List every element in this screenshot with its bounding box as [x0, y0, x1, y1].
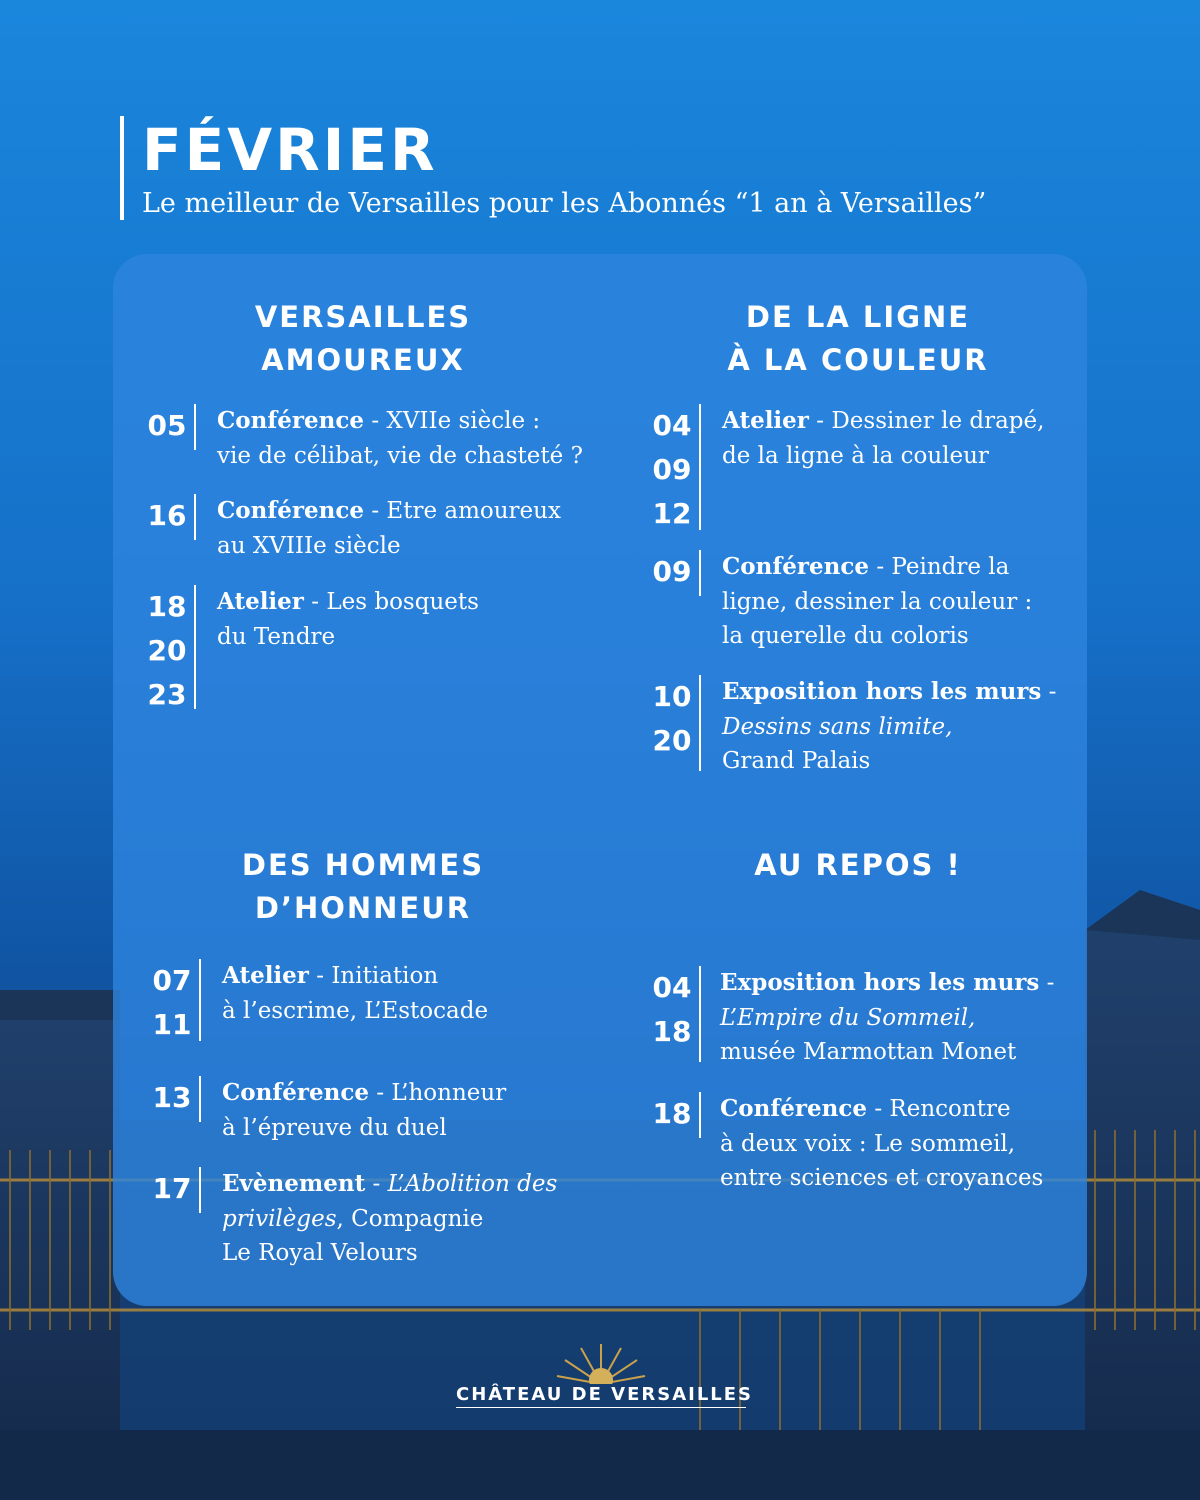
event-item: [148, 1076, 608, 1156]
section-title: AU REPOS !: [754, 848, 962, 882]
event-dates: 07 11: [152, 964, 192, 1041]
event-item: [143, 404, 603, 484]
event-dates: 04 09 12: [652, 409, 692, 530]
event-item: [143, 494, 603, 574]
event-item: [648, 550, 1108, 660]
event-dates: 09: [652, 555, 692, 588]
event-dates: 13: [152, 1081, 192, 1114]
section-title: VERSAILLES AMOUREUX: [254, 300, 472, 377]
section-des-hommes-d-honneur: [148, 844, 588, 1266]
section-au-repos: [648, 844, 1088, 1191]
event-description: Conférence - XVIIe siècle : vie de célibat, vie de chasteté ?: [217, 407, 583, 469]
event-item: [143, 585, 603, 725]
event-dates: 17: [152, 1172, 192, 1205]
event-description: Exposition hors les murs - L’Empire du Sommeil, musée Marmottan Monet: [720, 969, 1055, 1065]
chateau-logo: [456, 1340, 754, 1408]
event-description: Atelier - Dessiner le drapé, de la ligne à la couleur: [722, 407, 1045, 469]
event-description: Exposition hors les murs - Dessins sans limite, Grand Palais: [722, 678, 1057, 774]
page-subtitle: Le meilleur de Versailles pour les Abonnés “1 an à Versailles”: [142, 188, 987, 219]
logo-text: CHÂTEAU DE VERSAILLES: [456, 1384, 746, 1408]
page-title: FÉVRIER: [142, 116, 438, 184]
event-dates: 04 18: [652, 971, 692, 1048]
section-title: DES HOMMES D’HONNEUR: [241, 848, 485, 925]
sun-emblem-icon: [551, 1340, 651, 1384]
event-description: Conférence - L’honneur à l’épreuve du duel: [222, 1079, 507, 1141]
event-item: [148, 959, 608, 1049]
event-item: [648, 404, 1108, 544]
event-item: [148, 1167, 608, 1277]
event-item: [648, 966, 1108, 1076]
event-description: Atelier - Les bosquets du Tendre: [217, 588, 479, 650]
section-versailles-amoureux: [143, 296, 583, 711]
event-item: [648, 675, 1108, 785]
event-description: Atelier - Initiation à l’escrime, L’Estocade: [222, 962, 489, 1024]
event-description: Conférence - Rencontre à deux voix : Le sommeil, entre sciences et croyances: [720, 1095, 1044, 1191]
event-dates: 05: [147, 409, 187, 442]
event-dates: 16: [147, 499, 187, 532]
event-dates: 18: [652, 1097, 692, 1130]
event-item: [648, 1092, 1108, 1202]
program-card: [113, 254, 1087, 1306]
event-dates: 10 20: [652, 680, 692, 757]
page-header: [120, 116, 986, 220]
event-description: Conférence - Etre amoureux au XVIIIe siècle: [217, 497, 561, 559]
event-dates: 18 20 23: [147, 590, 187, 711]
section-title: DE LA LIGNE À LA COULEUR: [727, 300, 989, 377]
event-description: Evènement - L’Abolition des privilèges, Compagnie Le Royal Velours: [222, 1170, 558, 1266]
section-de-la-ligne: [648, 296, 1088, 774]
event-description: Conférence - Peindre la ligne, dessiner la couleur : la querelle du coloris: [722, 553, 1033, 649]
